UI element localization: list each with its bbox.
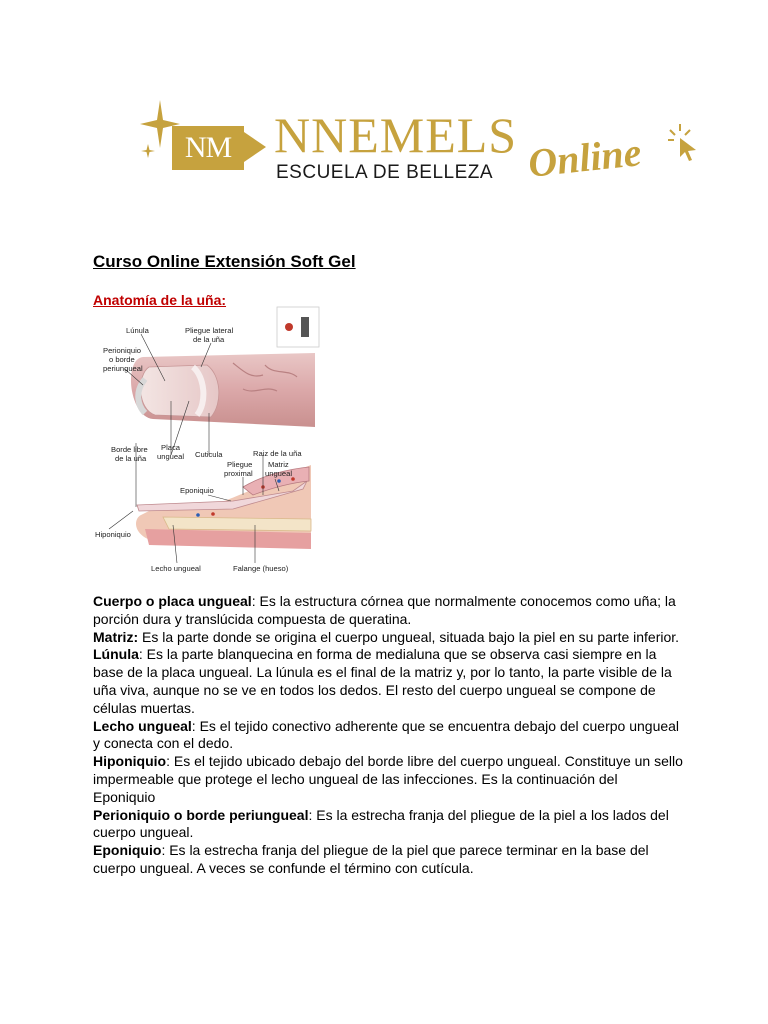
- course-title: Curso Online Extensión Soft Gel: [93, 252, 356, 271]
- definition-matriz: [93, 629, 683, 647]
- definition-text: Es la parte donde se origina el cuerpo ungueal, situada bajo la piel en su parte inferior.: [138, 628, 680, 645]
- label-matriz-2: ungueal: [265, 469, 293, 478]
- logo-pointer-icon: [244, 132, 266, 162]
- definition-hiponiquio: Hiponiquio: Es el tejido ubicado debajo del borde libre del cuerpo ungueal. Constituye un sello impermeable que protege el lecho ungueal de las infecciones. Es la continuación del Eponiquio: [93, 753, 683, 805]
- brand-subtitle: ESCUELA DE BELLEZA: [276, 162, 494, 183]
- nail-anatomy-illustration: [93, 305, 323, 581]
- definition-term: Lúnula: [93, 646, 139, 663]
- definition-term: Eponiquio: [93, 842, 162, 859]
- cursor-click-icon: [666, 122, 702, 162]
- label-hiponiquio: Hiponiquio: [95, 530, 131, 539]
- definition-cuerpo: Cuerpo o placa ungueal: Es la estructura córnea que normalmente conocemos como uña; la porción dura y translúcida compuesta de queratina.: [93, 593, 676, 627]
- label-falange: Falange (hueso): [233, 564, 289, 573]
- label-lecho-ungueal: Lecho ungueal: [151, 564, 201, 573]
- brand-online: Online: [525, 129, 644, 186]
- nail-anatomy-diagram: [93, 305, 323, 581]
- label-pliegue-proximal-2: proximal: [224, 469, 253, 478]
- definition-lecho: Lecho ungueal: Es el tejido conectivo adherente que se encuentra debajo del cuerpo ungueal y conecta con el dedo.: [93, 717, 680, 752]
- label-perioniquio-2: o borde: [109, 355, 135, 364]
- label-perioniquio-3: periungueal: [103, 364, 143, 373]
- definition-term: Cuerpo o placa ungueal: [93, 593, 252, 609]
- label-placa-1: Placa: [161, 443, 180, 452]
- definition-term: Perioniquio o borde periungueal: [93, 806, 309, 823]
- definition-text: Es la estrecha franja del pliegue de la piel que parece terminar en la base del cuerpo ungueal. A veces se confunde el término con cutícula.: [93, 842, 649, 876]
- label-cuticula: Cuticula: [195, 450, 223, 459]
- logo-initials-badge: [172, 126, 244, 170]
- definition-lunula: Lúnula: Es la parte blanquecina en forma de medialuna que se observa casi siempre en la base de la placa ungueal. La lúnula es el final de la matriz y, por lo tanto, la parte visible de la uña viva, aunque no se ve en todos los dedos. El resto del cuerpo ungueal se compone de células muertas.: [93, 646, 672, 716]
- logo-initials: NM: [184, 131, 232, 164]
- label-lunula: Lúnula: [126, 326, 149, 335]
- definition-term: Hiponiquio: [93, 753, 167, 770]
- label-raiz: Raiz de la uña: [253, 449, 302, 458]
- label-borde-libre-1: Borde libre: [111, 445, 148, 454]
- label-perioniquio-1: Perioniquio: [103, 346, 141, 355]
- label-matriz-1: Matriz: [268, 460, 289, 469]
- label-eponiquio: Eponiquio: [180, 486, 214, 495]
- definition-text: Es el tejido conectivo adherente que se encuentra debajo del cuerpo ungueal y conecta con el dedo.: [93, 717, 680, 752]
- school-logo: [140, 96, 710, 192]
- label-borde-libre-2: de la uña: [115, 454, 147, 463]
- brand-name: NNEMELS: [274, 107, 518, 163]
- definition-term: Lecho ungueal: [93, 717, 192, 734]
- definition-text: Es la parte blanquecina en forma de medialuna que se observa casi siempre en la base de la placa ungueal. La lúnula es el final de la matriz y, por lo tanto, la parte visible de la uña viva, aunque no se ve en todos los dedos. El resto del cuerpo ungueal se compone de células muertas.: [93, 646, 672, 716]
- definition-eponiquio: Eponiquio: Es la estrecha franja del pliegue de la piel que parece terminar en la base del cuerpo ungueal. A veces se confunde el término con cutícula.: [93, 842, 649, 876]
- definition-term: Matriz:: [93, 628, 139, 645]
- label-pliegue-lateral-2: de la uña: [193, 335, 225, 344]
- section-title: Anatomía de la uña:: [93, 292, 227, 308]
- definition-text: Es la estrecha franja del pliegue de la piel a los lados del cuerpo ungueal.: [93, 806, 669, 841]
- label-placa-2: ungueal: [157, 452, 185, 461]
- definition-text: Es el tejido ubicado debajo del borde libre del cuerpo ungueal. Constituye un sello impermeable que protege el lecho ungueal de las infecciones. Es la continuación del Eponiquio: [93, 753, 683, 805]
- label-pliegue-lateral-1: Pliegue lateral: [185, 326, 234, 335]
- definitions-text: [93, 593, 683, 878]
- definition-perioniquio: Perioniquio o borde periungueal: Es la estrecha franja del pliegue de la piel a los lados del cuerpo ungueal.: [93, 806, 669, 841]
- label-pliegue-proximal-1: Pliegue: [227, 460, 253, 469]
- definition-text: Es la estructura córnea que normalmente conocemos como uña; la porción dura y translúcida compuesta de queratina.: [93, 593, 676, 627]
